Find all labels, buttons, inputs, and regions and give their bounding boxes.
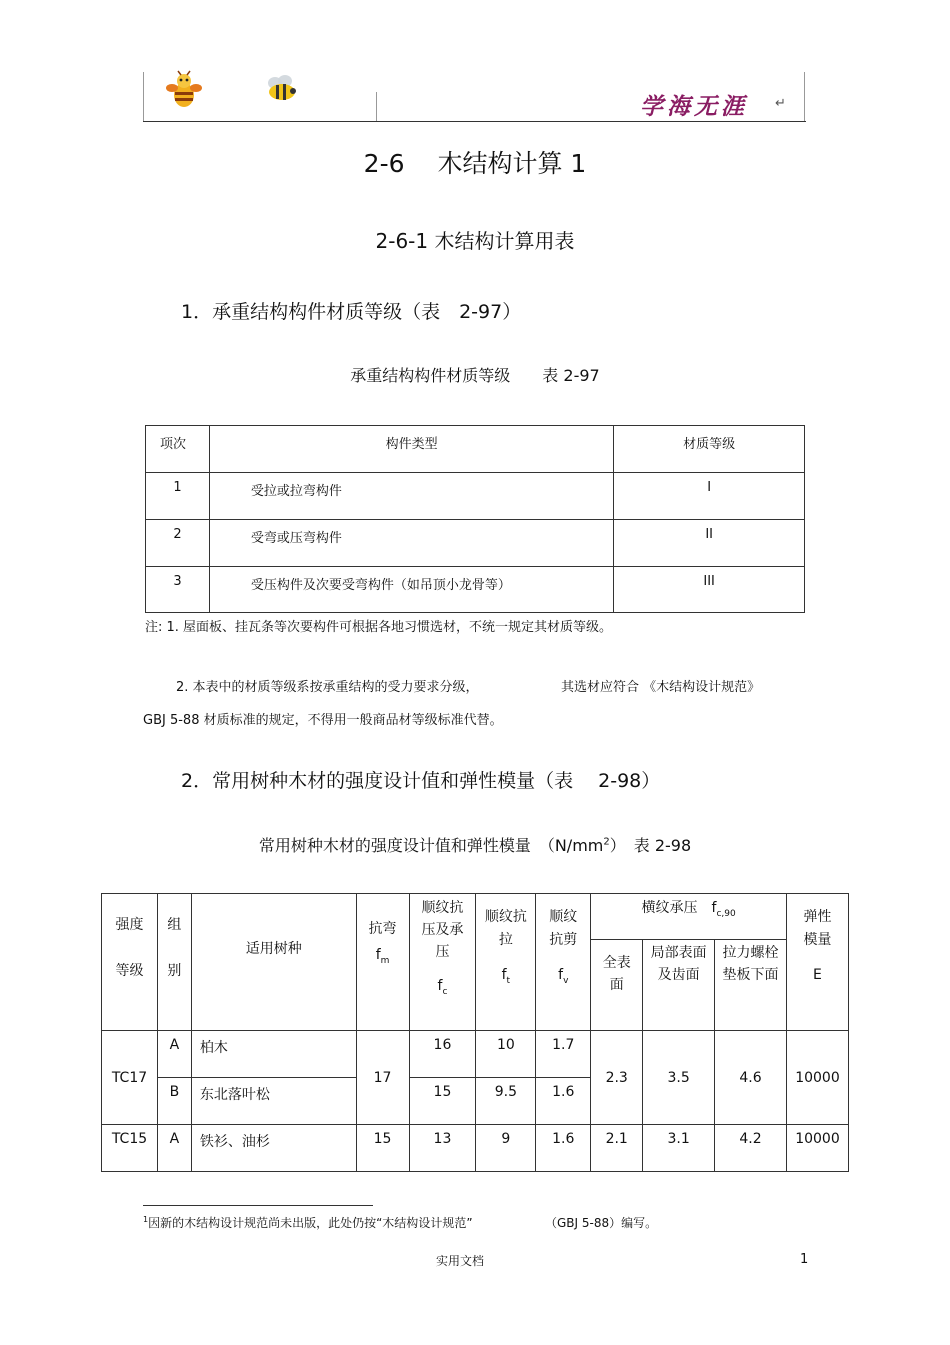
table2-caption: 常用树种木材的强度设计值和弹性模量 $(N/mm^2)$ 表 2-98: [258, 836, 692, 855]
table-row: [146, 520, 805, 567]
header-cross-bolt: 拉力螺栓垫板下面: [715, 940, 787, 1031]
cell-compression: 13: [409, 1125, 476, 1172]
cell-modulus: 10000: [786, 1125, 848, 1172]
table-row: [102, 1031, 849, 1078]
header-motto: 学海无涯: [640, 93, 748, 120]
table1-cell: II: [614, 520, 805, 567]
table1-header-cell: 材质等级: [614, 426, 805, 473]
footnote-text-b: （GBJ 5-88）编写。: [545, 1216, 658, 1230]
table1-cell: 2: [146, 520, 210, 567]
cell-tension: 9: [476, 1125, 536, 1172]
table1-header-cell: 构件类型: [209, 426, 613, 473]
cell-compression: 16: [409, 1031, 476, 1078]
cell-tension: 9.5: [476, 1078, 536, 1125]
table1-caption: 承重结构构件材质等级 表 2-97: [350, 366, 600, 385]
cell-grade-tc15: TC15: [102, 1125, 158, 1172]
table1-note-1: 注: 1. 屋面板、挂瓦条等次要构件可根据各地习惯选材，不统一规定其材质等级。: [145, 620, 613, 635]
table1-cell: 1: [146, 473, 210, 520]
material-grade-table: [145, 425, 805, 613]
cell-grade-tc17: TC17: [102, 1031, 158, 1125]
footer-label: 实用文档: [435, 1254, 484, 1268]
table1-cell: 受弯或压弯构件: [209, 520, 613, 567]
header-modulus: 弹性模量 E: [786, 894, 848, 1031]
cell-shear: 1.6: [536, 1125, 591, 1172]
section-heading-2: 2．常用树种木材的强度设计值和弹性模量（表 2-98）: [181, 770, 661, 792]
cell-bending: 15: [356, 1125, 409, 1172]
cell-cross-local: 3.1: [643, 1125, 715, 1172]
table-row: [102, 1125, 849, 1172]
section-heading-1: 1．承重结构构件材质等级（表 2-97）: [181, 301, 522, 323]
cell-bending: 17: [356, 1031, 409, 1125]
table1-note-2c: GBJ 5-88 材质标准的规定，不得用一般商品材等级标准代替。: [143, 713, 503, 728]
header-cross-local: 局部表面及齿面: [643, 940, 715, 1031]
cell-cross-local: 3.5: [643, 1031, 715, 1125]
header-species: 适用树种: [191, 894, 356, 1031]
page-number: 1: [800, 1252, 809, 1267]
cell-tension: 10: [476, 1031, 536, 1078]
cell-cross-full: 2.1: [591, 1125, 643, 1172]
header-cross-full: 全表面: [591, 940, 643, 1031]
cell-cross-full: 2.3: [591, 1031, 643, 1125]
cell-compression: 15: [409, 1078, 476, 1125]
footnote-mark: 1: [143, 1215, 149, 1224]
table1-cell: I: [614, 473, 805, 520]
table1-note-2b: 其选材应符合 《木结构设计规范》: [561, 680, 761, 695]
cell-species: 东北落叶松: [191, 1078, 356, 1125]
table1-cell: 受压构件及次要受弯构件（如吊顶小龙骨等）: [209, 567, 613, 613]
header-bending: 抗弯 $f_m$: [356, 894, 409, 1031]
cell-cross-bolt: 4.6: [715, 1031, 787, 1125]
table1-note-2a: 2. 本表中的材质等级系按承重结构的受力要求分级，: [176, 680, 479, 695]
table1-cell: 受拉或拉弯构件: [209, 473, 613, 520]
table1-header-cell: 项次: [146, 426, 210, 473]
page-title: 2-6 木结构计算 1: [363, 149, 587, 178]
table-row: [146, 567, 805, 613]
header-cross-grain: 横纹承压 $f_{c,90}$: [591, 894, 787, 940]
header-divider-mid: [376, 92, 377, 121]
header-shear: 顺纹抗剪 $f_v$: [536, 894, 591, 1031]
paragraph-mark: ↵: [775, 96, 786, 111]
header-divider-right: [804, 72, 805, 121]
cell-group: A: [157, 1125, 191, 1172]
table1-cell: III: [614, 567, 805, 613]
header-tension: 顺纹抗拉 $f_t$: [476, 894, 536, 1031]
table-row: [146, 473, 805, 520]
cell-modulus: 10000: [786, 1031, 848, 1125]
table1-cell: 3: [146, 567, 210, 613]
wood-strength-table: [101, 893, 849, 1172]
header-group: 组 别: [157, 894, 191, 1031]
cell-group: A: [157, 1031, 191, 1078]
cell-shear: 1.7: [536, 1031, 591, 1078]
cell-cross-bolt: 4.2: [715, 1125, 787, 1172]
cell-group: B: [157, 1078, 191, 1125]
page-subtitle: 2-6-1 木结构计算用表: [375, 229, 575, 253]
header-rule: [143, 121, 806, 122]
header-grade: 强度 等级: [102, 894, 158, 1031]
header-compression: 顺纹抗压及承压 $f_c$: [409, 894, 476, 1031]
footnote-rule: [143, 1205, 373, 1206]
footnote-text-a: 因新的木结构设计规范尚未出版，此处仍按“木结构设计规范”: [148, 1216, 473, 1230]
cell-shear: 1.6: [536, 1078, 591, 1125]
bee-logo-icon: [163, 70, 205, 112]
header-divider-left: [143, 72, 144, 121]
cell-species: 柏木: [191, 1031, 356, 1078]
cell-species: 铁衫、油杉: [191, 1125, 356, 1172]
footnote: [143, 1214, 473, 1231]
bee-small-icon: [263, 74, 301, 104]
